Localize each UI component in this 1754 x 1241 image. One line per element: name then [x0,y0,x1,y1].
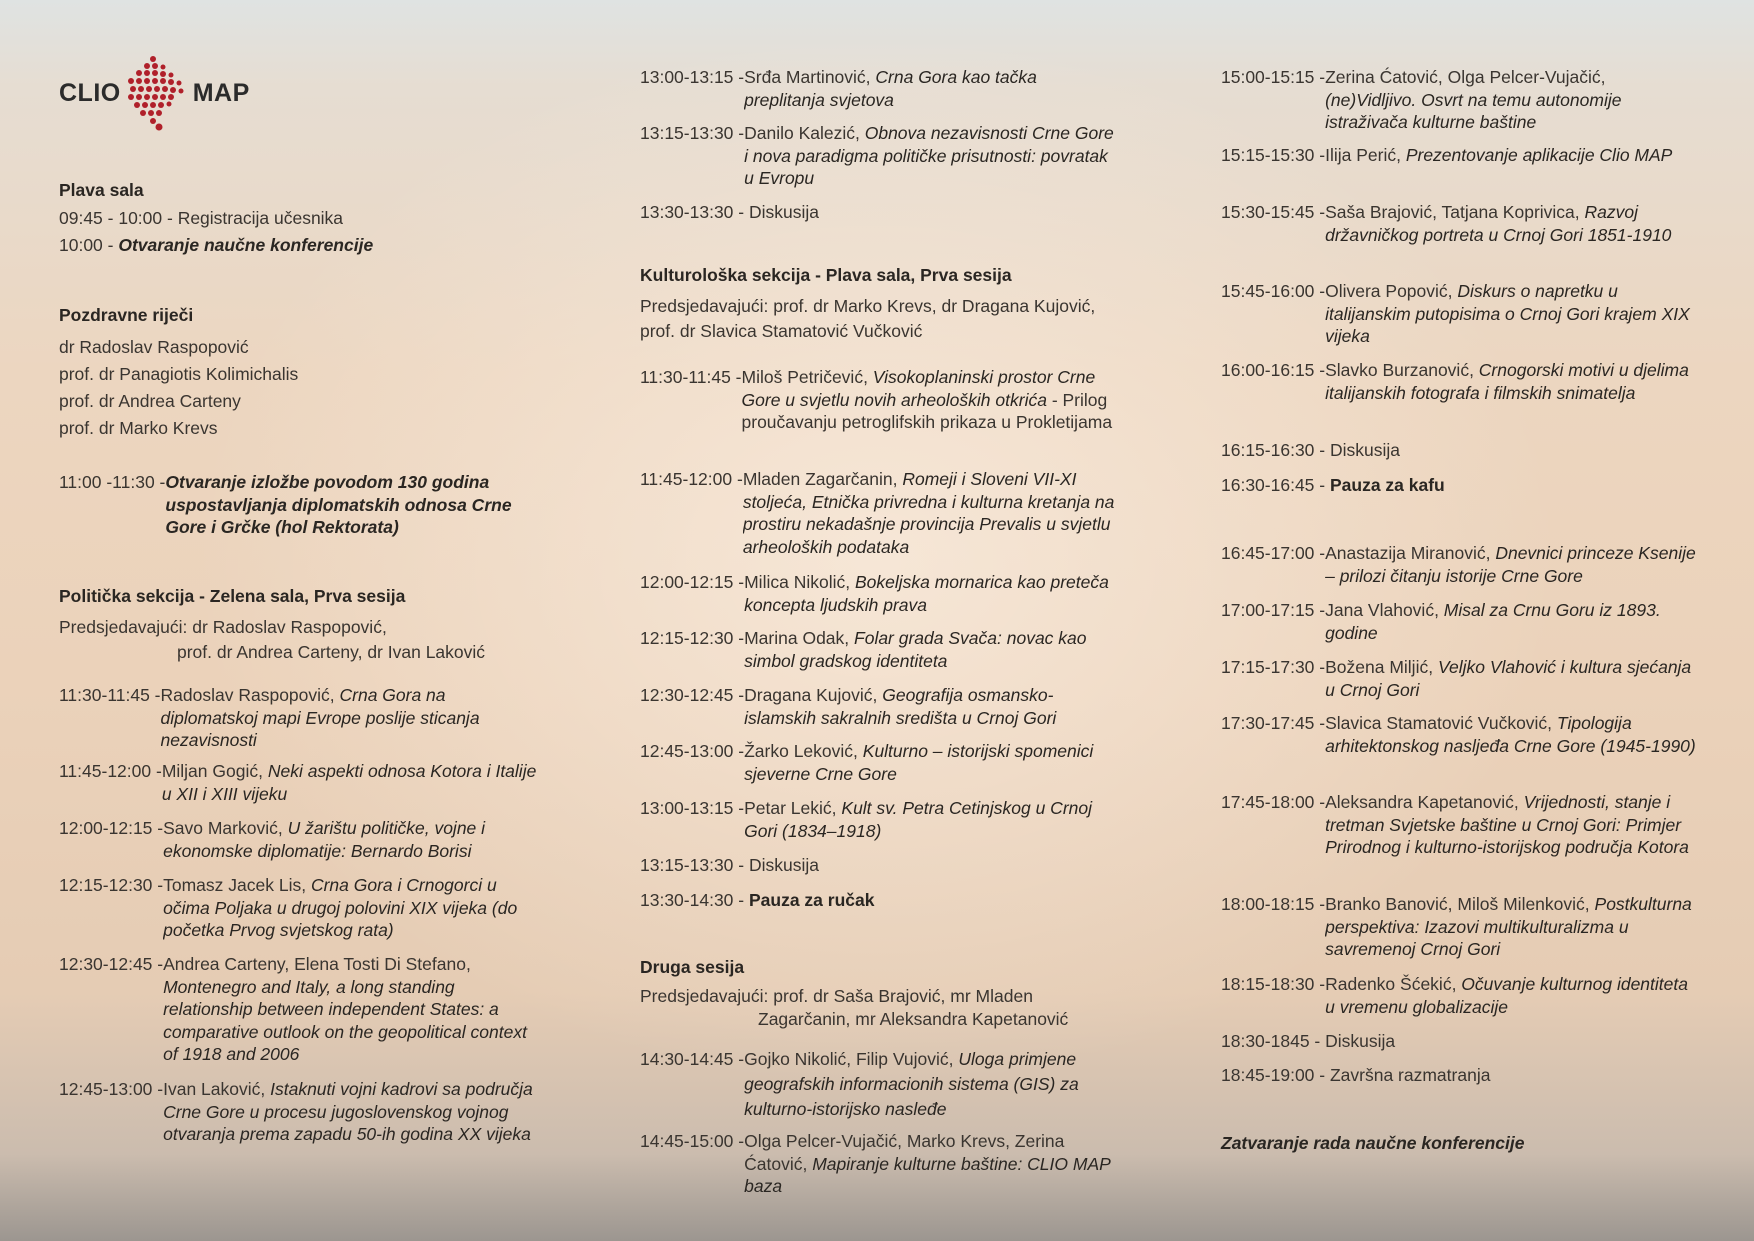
talk-time: 12:30-12:45 - [640,685,745,705]
speaker-item: prof. dr Panagiotis Kolimichalis [59,364,299,384]
talk-title: Geografija osmansko-islamskih sakralnih središta u Crnoj Gori [744,685,1057,728]
talk-authors: Jana Vlahović, [1325,600,1444,620]
talk-entry [1221,599,1701,644]
talk-authors: Miloš Petričević, [741,367,873,387]
talk-title: Postkulturna perspektiva: Izazovi multikulturalizma u savremenoj Crnoj Gori [1325,894,1692,959]
logo-dots-icon [123,55,191,131]
talk-entry [640,797,1120,842]
talk-authors: Radoslav Raspopović, [160,685,340,705]
talk-entry [1221,201,1701,246]
talk-extra: - Prilog proučavanju petroglifskih prikaza u Prokletijama [741,389,1113,432]
heading-pozdravne: Pozdravne riječi [59,305,194,325]
talk-entry [59,817,539,862]
talk-entry [640,627,1120,672]
coffee-label: Pauza za kafu [1329,475,1445,495]
talk-authors: Slavica Stamatović Vučković, [1325,713,1557,733]
talk-title: Vrijednosti, stanje i tretman Svjetske baštine u Crnoj Gori: Primjer Prirodnog i kulturno-istorijskog područja Kotora [1325,792,1689,857]
talk-entry [640,66,1120,111]
registration-line: 09:45 - 10:00 - Registracija učesnika [59,208,344,228]
heading-druga-sesija: Druga sesija [640,957,745,977]
talk-entry [640,1130,1120,1198]
lunch-break-line [640,889,874,912]
talk-authors: Gojko Nikolić, Filip Vujović, [744,1049,959,1069]
talk-authors: Petar Lekić, [744,798,842,818]
talk-entry [59,1078,539,1146]
talk-authors: Andrea Carteny, Elena Tosti Di Stefano, [163,954,471,974]
talk-authors: Ilija Perić, [1325,145,1406,165]
talk-entry [640,740,1120,785]
talk-entry [59,953,539,1066]
talk-time: 17:15-17:30 - [1221,657,1326,677]
talk-time: 12:00-12:15 - [59,818,164,838]
talk-time: 13:00-13:15 - [640,798,745,818]
chair-line-2: prof. dr Andrea Carteny, dr Ivan Laković [177,642,486,662]
talk-time: 11:30-11:45 - [59,685,161,705]
heading-kulturoloska: Kulturološka sekcija - Plava sala, Prva sesija [640,265,1012,285]
talk-authors: Srđa Martinović, [744,67,876,87]
talk-entry [59,874,539,942]
lunch-time: 13:30-14:30 - [640,890,749,910]
talk-time: 16:45-17:00 - [1221,543,1326,563]
talk-time: 18:15-18:30 - [1221,974,1326,994]
talk-time: 14:45-15:00 - [640,1131,745,1151]
talk-title: Neki aspekti odnosa Kotora i Italije u XII i XIII vijeku [161,761,537,804]
discussion-line: 13:15-13:30 - Diskusija [640,855,819,875]
talk-title: Kult sv. Petra Cetinjskog u Crnoj Gori (1834–1918) [744,798,1093,841]
talk-entry [59,684,539,752]
talk-title: Crna Gora na diplomatskoj mapi Evrope poslije sticanja nezavisnosti [160,685,480,750]
talk-entry [1221,791,1701,859]
talk-entry [1221,66,1701,134]
discussion-line: 16:15-16:30 - Diskusija [1221,440,1400,460]
talk-authors: Miljan Gogić, [161,761,268,781]
talk-authors: Danilo Kalezić, [744,123,865,143]
entry-title: Otvaranje izložbe povodom 130 godina uspostavljanja diplomatskih odnosa Crne Gore i Grčke (hol Rektorata) [165,472,512,537]
talk-title: Montenegro and Italy, a long standing relationship between independent States: a comparative outlook on the geopolitical context of 1918 and 2006 [163,976,527,1064]
talk-entry [640,571,1120,616]
talk-time: 17:30-17:45 - [1221,713,1326,733]
talk-title: Crna Gora i Crnogorci u očima Poljaka u drugoj polovini XIX vijeka (do početka Prvog svjetskog rata) [163,875,518,940]
talk-entry [1221,893,1701,961]
entry-time: 11:00 -11:30 - [59,472,166,492]
talk-title: Dnevnici princeze Ksenije – prilozi čitanju istorije Crne Gore [1325,543,1696,586]
coffee-break-line [1221,474,1445,497]
talk-title: Mapiranje kulturne baštine: CLIO MAP baza [744,1153,1111,1196]
opening-title: Otvaranje naučne konferencije [118,235,374,255]
lunch-label: Pauza za ručak [748,890,875,910]
talk-authors: Branko Banović, Miloš Milenković, [1325,894,1595,914]
talk-authors: Savo Marković, [163,818,288,838]
logo-text-left: CLIO [59,78,121,107]
talk-entry [1221,973,1701,1018]
talk-time: 12:00-12:15 - [640,572,745,592]
discussion-line: 18:30-1845 - Diskusija [1221,1031,1396,1051]
clio-map-logo [59,55,250,131]
talk-title: Prezentovanje aplikacije Clio MAP [1405,145,1673,165]
logo-text-right: MAP [192,78,250,107]
talk-authors: Olga Pelcer-Vujačić, Marko Krevs, Zerina Ćatović, [744,1131,1065,1174]
coffee-time: 16:30-16:45 - [1221,475,1330,495]
talk-title: Crnogorski motivi u djelima italijanskih fotografa i filmskih snimatelja [1325,360,1689,403]
talk-title: Crna Gora kao tačka preplitanja svjetova [744,67,1037,110]
talk-entry [640,684,1120,729]
talk-title: Visokoplaninski prostor Crne Gore u svjetlu novih arheoloških otkrića [741,367,1096,410]
chair-line-1: Predsjedavajući: dr Radoslav Raspopović, [59,617,387,637]
chair-line-1: Predsjedavajući: prof. dr Saša Brajović, mr Mladen [640,986,1033,1006]
talk-authors: Mladen Zagarčanin, [742,469,903,489]
talk-title: Tipologija arhitektonskog nasljeđa Crne Gore (1945-1990) [1325,713,1696,756]
talk-authors: Marina Odak, [744,628,855,648]
talk-authors: Zerina Ćatović, Olga Pelcer-Vujačić, [1325,67,1606,87]
talk-authors: Milica Nikolić, [744,572,855,592]
talk-title: Uloga primjene geografskih informacionih sistema (GIS) za kulturno-istorijsko nasleđe [744,1049,1079,1119]
talk-time: 12:15-12:30 - [640,628,745,648]
exhibition-entry [59,471,539,539]
opening-line [59,234,373,257]
talk-time: 15:00-15:15 - [1221,67,1326,87]
talk-title: Istaknuti vojni kadrovi sa područja Crne Gore u procesu jugoslovenskog vojnog otvaranja prema zapadu 50-ih godina XX vijeka [163,1079,533,1144]
talk-entry [1221,359,1701,404]
talk-time: 13:15-13:30 - [640,123,745,143]
speaker-item: prof. dr Marko Krevs [59,418,218,438]
talk-time: 11:45-12:00 - [59,761,162,781]
talk-entry [59,760,539,805]
talk-entry [640,468,1120,558]
talk-entry [1221,280,1701,348]
talk-authors: Tomasz Jacek Lis, [163,875,311,895]
talk-entry [1221,542,1701,587]
final-remarks-line: 18:45-19:00 - Završna razmatranja [1221,1065,1491,1085]
talk-authors: Žarko Leković, [744,741,863,761]
talk-title: Misal za Crnu Goru iz 1893. godine [1325,600,1661,643]
speaker-item: dr Radoslav Raspopović [59,337,249,357]
chair-line-2: Zagarčanin, mr Aleksandra Kapetanović [758,1009,1069,1029]
talk-time: 17:45-18:00 - [1221,792,1326,812]
talk-entry [1221,712,1701,757]
discussion-line: 13:30-13:30 - Diskusija [640,202,819,222]
talk-authors: Anastazija Miranović, [1325,543,1496,563]
talk-title: U žarištu političke, vojne i ekonomske diplomatije: Bernardo Borisi [163,818,486,861]
talk-entry [1221,144,1701,167]
talk-authors: Radenko Šćekić, [1325,974,1462,994]
talk-time: 18:00-18:15 - [1221,894,1326,914]
talk-time: 15:45-16:00 - [1221,281,1326,301]
talk-time: 15:30-15:45 - [1221,202,1326,222]
talk-entry [1221,656,1701,701]
talk-title: Razvoj državničkog portreta u Crnoj Gori 1851-1910 [1325,202,1672,245]
talk-authors: Dragana Kujović, [744,685,883,705]
talk-time: 13:00-13:15 - [640,67,745,87]
heading-plava-sala: Plava sala [59,180,144,200]
heading-politicka: Politička sekcija - Zelena sala, Prva sesija [59,586,406,606]
talk-entry [640,122,1120,190]
talk-time: 12:30-12:45 - [59,954,164,974]
talk-authors: Slavko Burzanović, [1325,360,1479,380]
talk-authors: Ivan Laković, [163,1079,271,1099]
talk-title: Bokeljska mornarica kao preteča koncepta ljudskih prava [744,572,1109,615]
opening-time: 10:00 - [59,235,119,255]
talk-title: Folar grada Svača: novac kao simbol gradskog identiteta [744,628,1087,671]
talk-time: 12:15-12:30 - [59,875,164,895]
talk-title: Obnova nezavisnosti Crne Gore i nova paradigma političke prisutnosti: povratak u Evropu [744,123,1114,188]
speaker-item: prof. dr Andrea Carteny [59,391,241,411]
talk-authors: Saša Brajović, Tatjana Koprivica, [1325,202,1585,222]
talk-entry [640,1047,1120,1122]
talk-title: Diskurs o napretku u italijanskim putopisima o Crnoj Gori krajem XIX vijeka [1325,281,1690,346]
talk-time: 15:15-15:30 - [1221,145,1326,165]
talk-authors: Božena Miljić, [1325,657,1438,677]
talk-time: 11:45-12:00 - [640,469,743,489]
talk-title: Očuvanje kulturnog identiteta u vremenu globalizacije [1325,974,1688,1017]
talk-authors: Aleksandra Kapetanović, [1325,792,1524,812]
talk-time: 12:45-13:00 - [59,1079,164,1099]
talk-title: Romeji i Sloveni VII-XI stoljeća, Etnička privredna i kulturna kretanja na prostiru nekadašnje provincija Prevalis u svjetlu arheoloških podataka [742,469,1115,557]
closing-line: Zatvaranje rada naučne konferencije [1221,1133,1525,1153]
talk-title: Kulturno – istorijski spomenici sjeverne Crne Gore [744,741,1094,784]
talk-time: 12:45-13:00 - [640,741,745,761]
talk-title: (ne)Vidljivo. Osvrt na temu autonomije istraživača kulturne baštine [1325,89,1622,132]
talk-title: Veljko Vlahović i kultura sjećanja u Crnoj Gori [1325,657,1692,700]
talk-entry [640,366,1120,434]
talk-time: 16:00-16:15 - [1221,360,1326,380]
talk-time: 14:30-14:45 - [640,1049,745,1069]
talk-time: 17:00-17:15 - [1221,600,1326,620]
chair-line-1: Predsjedavajući: prof. dr Marko Krevs, dr Dragana Kujović, [640,296,1096,316]
talk-authors: Olivera Popović, [1325,281,1458,301]
talk-time: 11:30-11:45 - [640,367,742,387]
chair-line-2: prof. dr Slavica Stamatović Vučković [640,321,923,341]
